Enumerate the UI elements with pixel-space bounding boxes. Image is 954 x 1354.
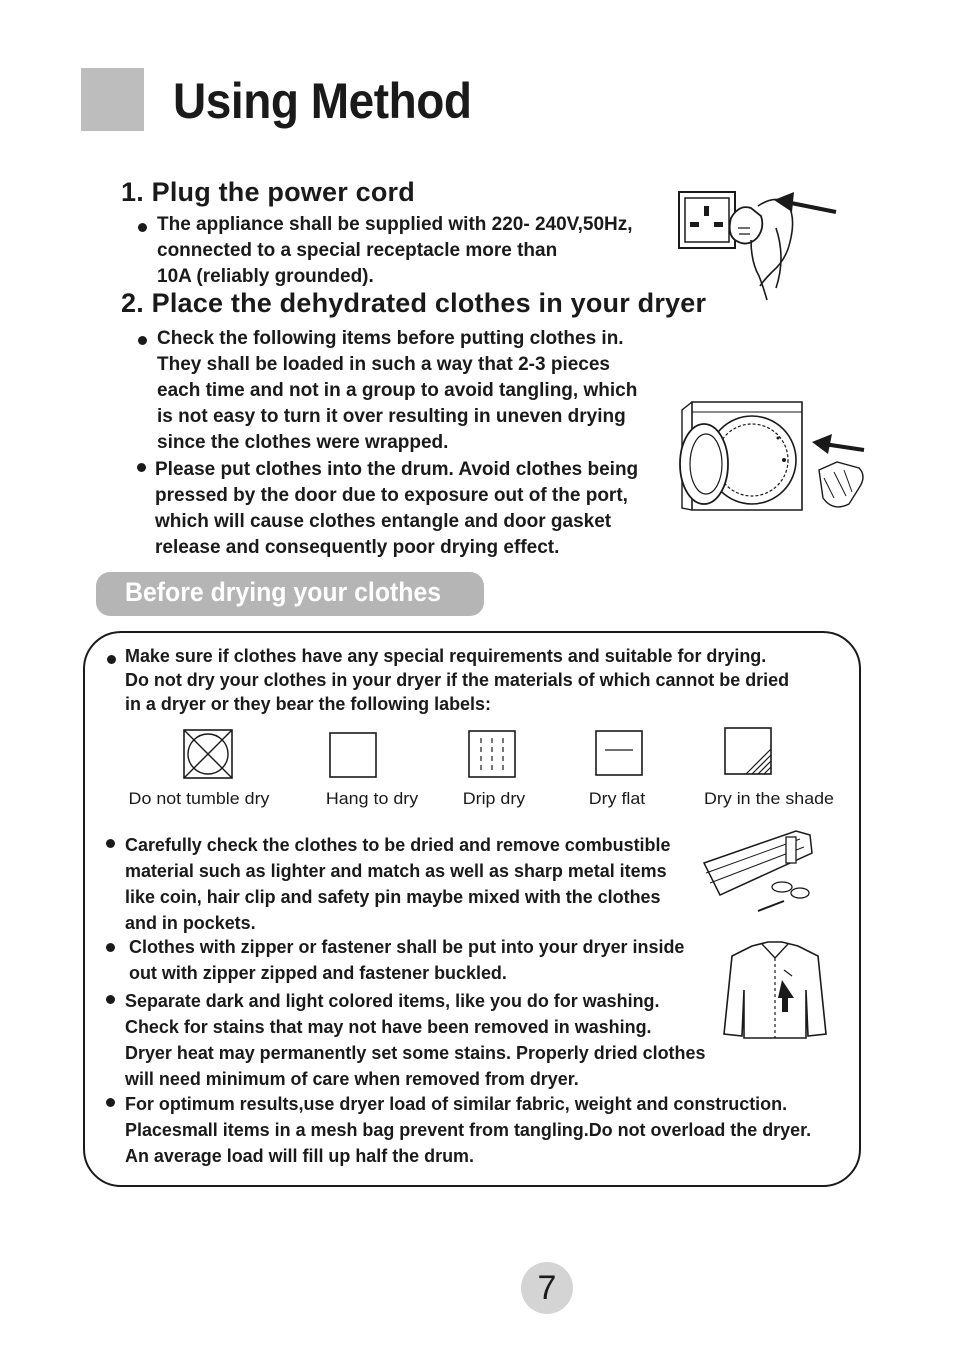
do-not-tumble-dry-icon <box>182 728 234 780</box>
section-2-bullet-2: Please put clothes into the drum. Avoid clothes being pressed by the door due to exposure out of the port, which will cause clothes entangle and door gasket release and consequently poor drying effect. <box>155 459 639 558</box>
symbol-label-dry-flat: Dry flat <box>588 789 646 808</box>
symbol-label-drip-dry: Drip dry <box>462 789 526 808</box>
symbol-label-dry-in-shade: Dry in the shade <box>703 789 834 808</box>
symbol-label-hang-to-dry: Hang to dry <box>325 789 419 808</box>
before-drying-bullet-2: Clothes with zipper or fastener shall be put into your dryer inside out with zipper zipped and fastener buckled. <box>129 936 685 983</box>
dry-flat-icon <box>595 730 643 776</box>
page-number: 7 <box>521 1262 573 1314</box>
before-drying-intro: Make sure if clothes have any special requirements and suitable for drying. Do not dry your clothes in your dryer if the materials of which cannot be dried in a dryer or they bear the following labels: <box>125 645 790 714</box>
bullet-dot <box>106 943 115 952</box>
dryer-loading-illustration <box>674 398 884 518</box>
drip-dry-icon <box>468 730 516 778</box>
bullet-dot <box>106 839 115 848</box>
symbol-label-do-not-tumble-dry: Do not tumble dry <box>128 789 270 808</box>
bullet-dot <box>138 223 147 232</box>
before-drying-bullet-3: Separate dark and light colored items, like you do for washing. Check for stains that may not have been removed in washing. Dryer heat may permanently set some stains. Properly dried clothes will need minimum of care when removed from dryer. <box>125 990 706 1089</box>
bullet-dot <box>107 655 116 664</box>
section-1-bullet-1: The appliance shall be supplied with 220- 240V,50Hz, connected to a special receptacle more than 10A (reliably grounded). <box>157 214 633 287</box>
section-2-heading: 2. Place the dehydrated clothes in your dryer <box>121 288 707 318</box>
hang-to-dry-icon <box>329 732 377 778</box>
dry-in-shade-icon <box>724 727 772 775</box>
pocket-items-illustration <box>700 825 820 915</box>
before-drying-heading-pill <box>96 572 484 616</box>
before-drying-bullet-4: For optimum results,use dryer load of similar fabric, weight and construction. Placesmall items in a mesh bag prevent from tangling.Do not overload the dryer. An average load will fill up half the drum. <box>125 1093 812 1166</box>
shirt-illustration <box>722 940 828 1040</box>
header-block <box>81 68 144 131</box>
section-2-bullet-1: Check the following items before putting clothes in. They shall be loaded in such a way that 2-3 pieces each time and not in a group to avoid tangling, which is not easy to turn it over resulting in uneven drying since the clothes were wrapped. <box>157 328 638 453</box>
bullet-dot <box>106 995 115 1004</box>
bullet-dot <box>106 1098 115 1107</box>
bullet-dot <box>137 463 146 472</box>
before-drying-bullet-1: Carefully check the clothes to be dried and remove combustible material such as lighter and match as well as sharp metal items like coin, hair clip and safety pin maybe mixed with the clothes and in pockets. <box>125 834 671 933</box>
section-1-heading: 1. Plug the power cord <box>121 177 415 207</box>
before-drying-heading: Before drying your clothes <box>125 577 442 607</box>
bullet-dot <box>138 336 147 345</box>
page-title: Using Method <box>173 73 472 129</box>
